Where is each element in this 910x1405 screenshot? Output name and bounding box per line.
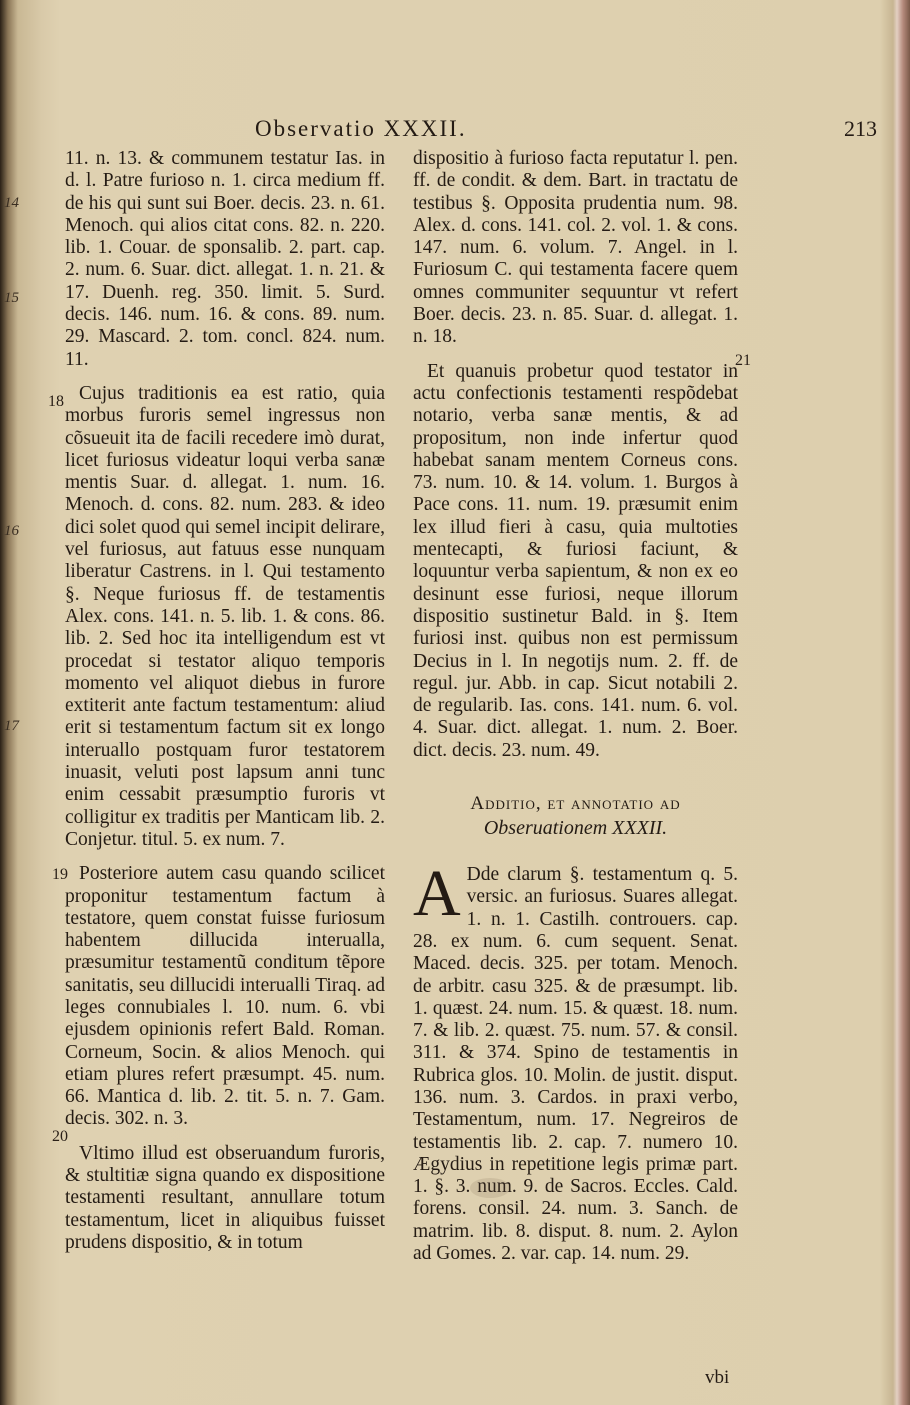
left-column	[65, 148, 385, 1254]
paragraph-number: 19	[52, 866, 68, 883]
margin-number: 16	[4, 523, 19, 539]
text-paragraph: Posteriore autem casu quando scilicet proponitur testamentum factum à testatore, quem constat fuisse furiosum habentem dillucida interualla, præsumitur testamentũ conditum tẽpore sanitatis, seu dillucidi interualli Tiraq. ad leges connubiales l. 10. num. 6. vbi ejusdem opinionis refert Bald. Roman. Corneum, Socin. & alios Menoch. qui etiam plures refert præsumpt. 45. num. 66. Mantica d. lib. 2. tit. 5. n. 7. Gam. decis. 302. n. 3.	[65, 863, 385, 1130]
section-subheading: Obseruationem XXXII.	[483, 817, 668, 840]
paragraph-number: 18	[48, 393, 64, 410]
right-column	[413, 148, 738, 1265]
margin-number: 14	[4, 195, 19, 211]
text-paragraph: Et quanuis probetur quod testator in actu confectionis testamenti respõdebat notario, verba sanæ mentis, & ad propositum, non inde infertur quod habebat sanam mentem Corneus cons. 73. num. 10. & 14. volum. 1. Burgos à Pace cons. 11. num. 19. præsumit enim lex illud fieri à casu, quia multoties mentecapti, & furiosi faciunt, & loquuntur verba sapientum, & non ex eo desinunt esse furiosi, neque illorum dispositio sustinetur Bald. in §. Item furiosi inst. quibus non est permissum Decius in l. In negotijs num. 2. ff. de regul. jur. Abb. in cap. Sicut notabili 2. de regularib. Ias. cons. 141. num. 6. vol. 4. Suar. dict. allegat. 1. num. 2. Boer. dict. decis. 23. num. 49.	[413, 360, 738, 761]
catchword: vbi	[705, 1367, 730, 1388]
paper-stain	[470, 1178, 510, 1198]
previous-page-edge	[0, 0, 40, 1405]
margin-number: 17	[4, 718, 19, 734]
running-header: Observatio XXXII.	[255, 116, 467, 141]
paragraph-number: 20	[52, 1128, 68, 1145]
text-paragraph: 11. n. 13. & communem testatur Ias. in d. l. Patre furioso n. 1. circa medium ff. de his qui sunt sui Boer. decis. 23. n. 61. Menoch. qui alios citat cons. 82. n. 220. lib. 1. Couar. de sponsalib. 2. part. cap. 2. num. 6. Suar. dict. allegat. 1. n. 21. & 17. Duenh. reg. 350. limit. 5. Surd. decis. 146. num. 16. & cons. 89. num. 29. Mascard. 2. tom. concl. 824. num. 11.	[65, 148, 385, 370]
margin-number: 15	[4, 290, 19, 306]
drop-cap: A	[413, 857, 461, 931]
page	[40, 0, 895, 1405]
text-paragraph: Dde clarum §. testamentum q. 5. versic. an furiosus. Suares allegat. 1. n. 1. Castilh. controuers. cap. 28. ex num. 6. cum sequent. Senat. Maced. decis. 325. per totam. Menoch. de arbitr. casu 325. & de præsumpt. lib. 1. quæst. 24. num. 15. & quæst. 18. num. 7. & lib. 2. quæst. 75. num. 57. & consil. 311. & 374. Spino de testamentis in Rubrica glos. 10. Molin. de justit. disput. 136. num. 3. Cardos. in praxi verbo, Testamentum, num. 17. Negreiros de testamentis lib. 2. cap. 7. numero 10. Ægydius in repetitione legis primæ part. 1. §. 3. num. 9. de Sacros. Eccles. Cald. forens. consil. 24. num. 3. Sanch. de matrim. lib. 8. disput. 8. num. 2. Aylon ad Gomes. 2. var. cap. 14. num. 29.	[413, 864, 738, 1265]
paragraph-number: 21	[735, 352, 751, 369]
page-number: 213	[844, 116, 877, 141]
text-paragraph: Cujus traditionis ea est ratio, quia morbus furoris semel ingressus non cõsueuit ita de facili recedere imò durat, licet furiosus videatur loqui verba sanæ mentis Suar. d. allegat. 1. num. 16. Menoch. d. cons. 82. num. 283. & ideo dici solet quod qui semel incipit delirare, vel furiosus, aut fatuus esse nunquam liberatur Castrens. in l. Qui testamento §. Neque furiosus ff. de testamentis Alex. cons. 141. n. 5. lib. 1. & cons. 86. lib. 2. Sed hoc ita intelligendum est vt procedat si testator aliquo temporis momento vel aliquot diebus in furore extiterit ante factum testamentum: aliud erit si testamentum factum sit ex longo interuallo postquam furor testatorem inuasit, veluti post lapsum anni tunc enim cessabit præsumptio furoris vt colligitur ex traditis per Manticam lib. 2. Conjetur. titul. 5. ex num. 7.	[65, 382, 385, 850]
text-paragraph: Vltimo illud est obseruandum furoris, & stultitiæ signa quando ex dispositione testamenti resultant, annullare totum testamentum, licet in aliquibus fuisset prudens dispositio, & in totum	[65, 1142, 385, 1253]
section-heading: Additio, et annotatio ad	[470, 793, 681, 815]
text-paragraph: dispositio à furioso facta reputatur l. pen. ff. de condit. & dem. Bart. in tractatu de testibus §. Opposita prudentia num. 98. Alex. d. cons. 141. col. 2. vol. 1. & cons. 147. num. 6. volum. 7. Angel. in l. Furiosum C. qui testamenta facere quem omnes communiter sequuntur vt refert Boer. decis. 23. n. 85. Suar. d. allegat. 1. n. 18.	[413, 148, 738, 348]
